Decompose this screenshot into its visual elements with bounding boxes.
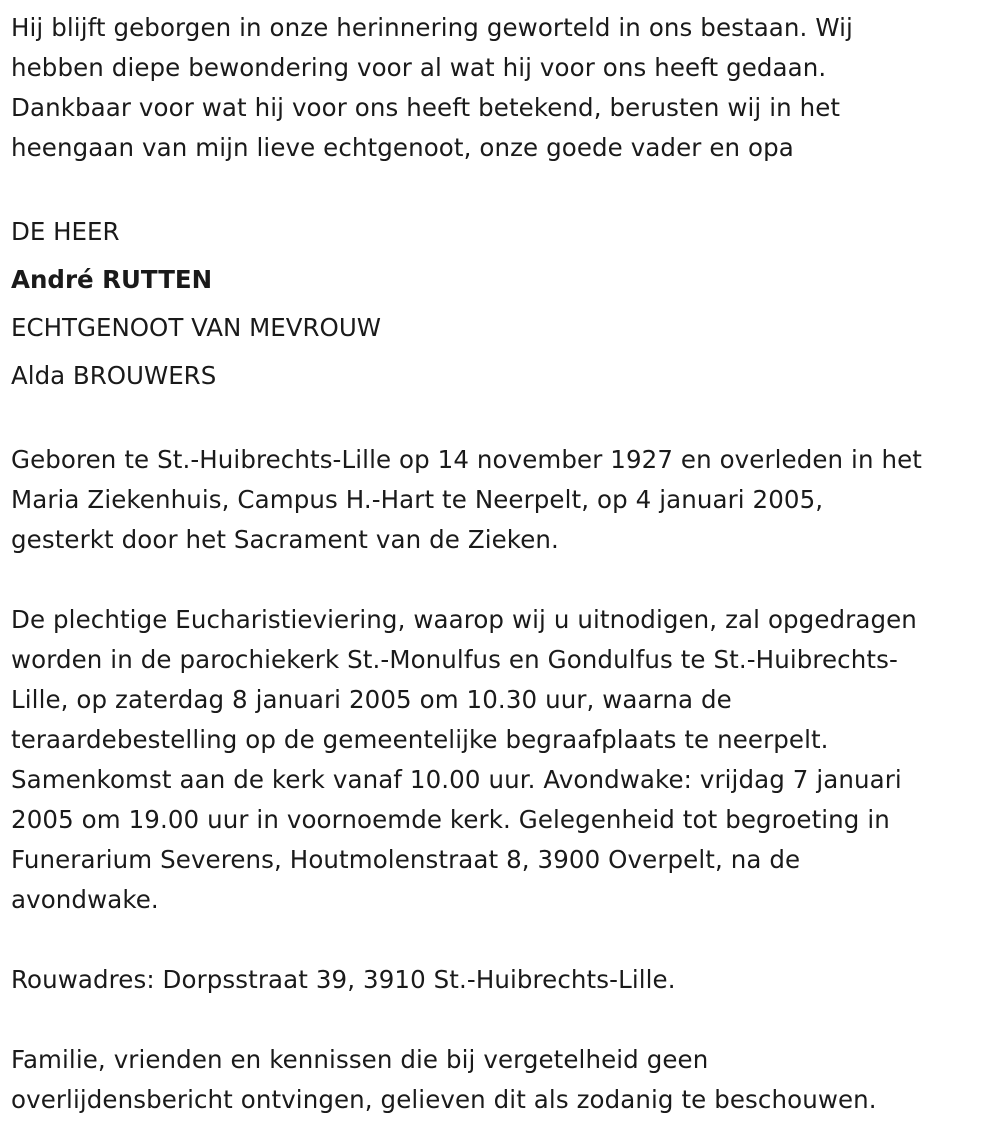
birth-death-paragraph: Geboren te St.-Huibrechts-Lille op 14 november 1927 en overleden in het Maria Ziekenhuis, Campus H.-Hart te Neerpelt, op 4 januari 2005, gesterkt door het Sacrament van de Zieken. [11, 445, 922, 554]
honorific: DE HEER [11, 217, 120, 246]
spacer [11, 400, 988, 440]
closing-paragraph: Familie, vrienden en kennissen die bij vergetelheid geen overlijdensbericht ontvingen, gelieven dit als zodanig te beschouwen. [11, 1045, 877, 1114]
intro-paragraph: Hij blijft geborgen in onze herinnering geworteld in ons bestaan. Wij hebben diepe bewondering voor al wat hij voor ons heeft gedaan. Dankbaar voor wat hij voor ons heeft betekend, berusten wij in het heengaan van mijn lieve echtgenoot, onze goede vader en opa [11, 13, 853, 162]
spouse-name: Alda BROUWERS [11, 361, 217, 390]
spacer [11, 1000, 988, 1040]
spouse-label: ECHTGENOOT VAN MEVROUW [11, 313, 382, 342]
ceremony-paragraph: De plechtige Eucharistieviering, waarop wij u uitnodigen, zal opgedragen worden in de parochiekerk St.-Monulfus en Gondulfus te St.-Huibrechts- Lille, op zaterdag 8 januari 2005 om 10.30 uur, waarna de teraardebestelling op de gemeentelijke begraafplaats te neerpelt. Samenkomst aan de kerk vanaf 10.00 uur. Avondwake: vrijdag 7 januari 2005 om 19.00 uur in voornoemde kerk. Gelegenheid tot begroeting in Funerarium Severens, Houtmolenstraat 8, 3900 Overpelt, na de avondwake. [11, 605, 917, 914]
mourning-address: Rouwadres: Dorpsstraat 39, 3910 St.-Huibrechts-Lille. [11, 965, 676, 994]
deceased-name: André RUTTEN [11, 265, 213, 294]
spacer [11, 920, 988, 960]
spacer [11, 560, 988, 600]
spacer [11, 168, 988, 208]
